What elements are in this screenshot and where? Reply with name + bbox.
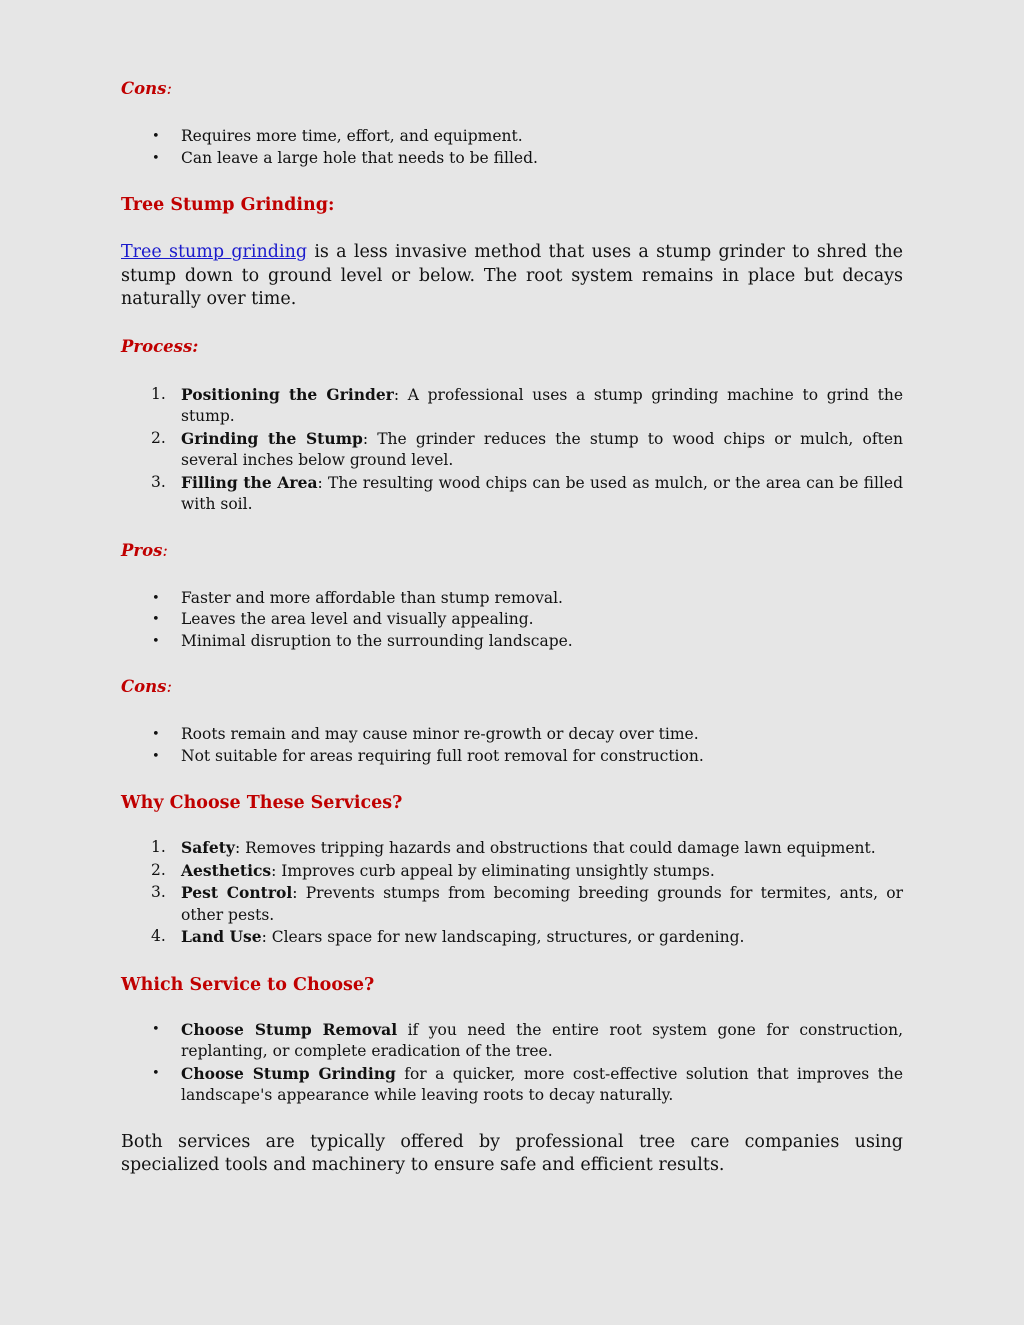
list-item: • Roots remain and may cause minor re-growth or decay over time. bbox=[152, 725, 699, 743]
cons-list bbox=[121, 126, 903, 169]
cons-list-grinding bbox=[121, 724, 903, 767]
process-list bbox=[121, 384, 903, 516]
list-item: 3. Filling the Area: The resulting wood chips can be used as mulch, or the area can be filled with soil. bbox=[151, 472, 903, 513]
list-item: • Requires more time, effort, and equipment. bbox=[152, 127, 523, 145]
list-item: • Not suitable for areas requiring full root removal for construction. bbox=[152, 746, 704, 765]
list-item: 2. Grinding the Stump: The grinder reduces the stump to wood chips or mulch, often several inches below ground level. bbox=[151, 428, 903, 469]
cons-label-grinding: Cons: bbox=[121, 677, 172, 696]
list-item: 1. Positioning the Grinder: A professional uses a stump grinding machine to grind the stump. bbox=[151, 384, 903, 425]
list-item: • Faster and more affordable than stump removal. bbox=[152, 588, 563, 607]
list-item: • Choose Stump Grinding for a quicker, more cost-effective solution that improves the landscape's appearance while leaving roots to decay naturally. bbox=[152, 1063, 903, 1104]
cons-label: Cons: bbox=[121, 79, 172, 98]
list-item: 4. Land Use: Clears space for new landscaping, structures, or gardening. bbox=[151, 927, 745, 946]
closing-paragraph: Both services are typically offered by professional tree care companies using specialized tools and machinery to ensure safe and efficient results. bbox=[121, 1131, 903, 1175]
grinding-intro: Tree stump grinding is a less invasive method that uses a stump grinder to shred the stump down to ground level or below. The root system remains in place but decays naturally over time. bbox=[121, 242, 903, 309]
list-item: 1. Safety: Removes tripping hazards and obstructions that could damage lawn equipment. bbox=[151, 838, 876, 857]
process-label: Process: bbox=[121, 336, 199, 356]
section-heading-why: Why Choose These Services? bbox=[121, 793, 403, 813]
list-item: 3. Pest Control: Prevents stumps from becoming breeding grounds for termites, ants, or other pests. bbox=[151, 883, 903, 924]
why-list bbox=[121, 837, 903, 949]
list-item: • Leaves the area level and visually appealing. bbox=[152, 610, 534, 628]
list-item: • Choose Stump Removal if you need the entire root system gone for construction, replanting, or complete eradication of the tree. bbox=[152, 1019, 903, 1060]
pros-list bbox=[121, 588, 903, 653]
document-body bbox=[121, 78, 903, 1178]
list-item: • Minimal disruption to the surrounding landscape. bbox=[152, 631, 573, 650]
which-list bbox=[121, 1019, 903, 1107]
list-item: 2. Aesthetics: Improves curb appeal by eliminating unsightly stumps. bbox=[151, 860, 715, 880]
list-item: • Can leave a large hole that needs to be filled. bbox=[152, 148, 538, 167]
section-heading-which: Which Service to Choose? bbox=[121, 974, 375, 995]
pros-label: Pros: bbox=[121, 540, 168, 560]
tree-stump-grinding-link[interactable]: Tree stump grinding bbox=[121, 242, 308, 262]
section-heading-grinding: Tree Stump Grinding: bbox=[121, 195, 335, 215]
